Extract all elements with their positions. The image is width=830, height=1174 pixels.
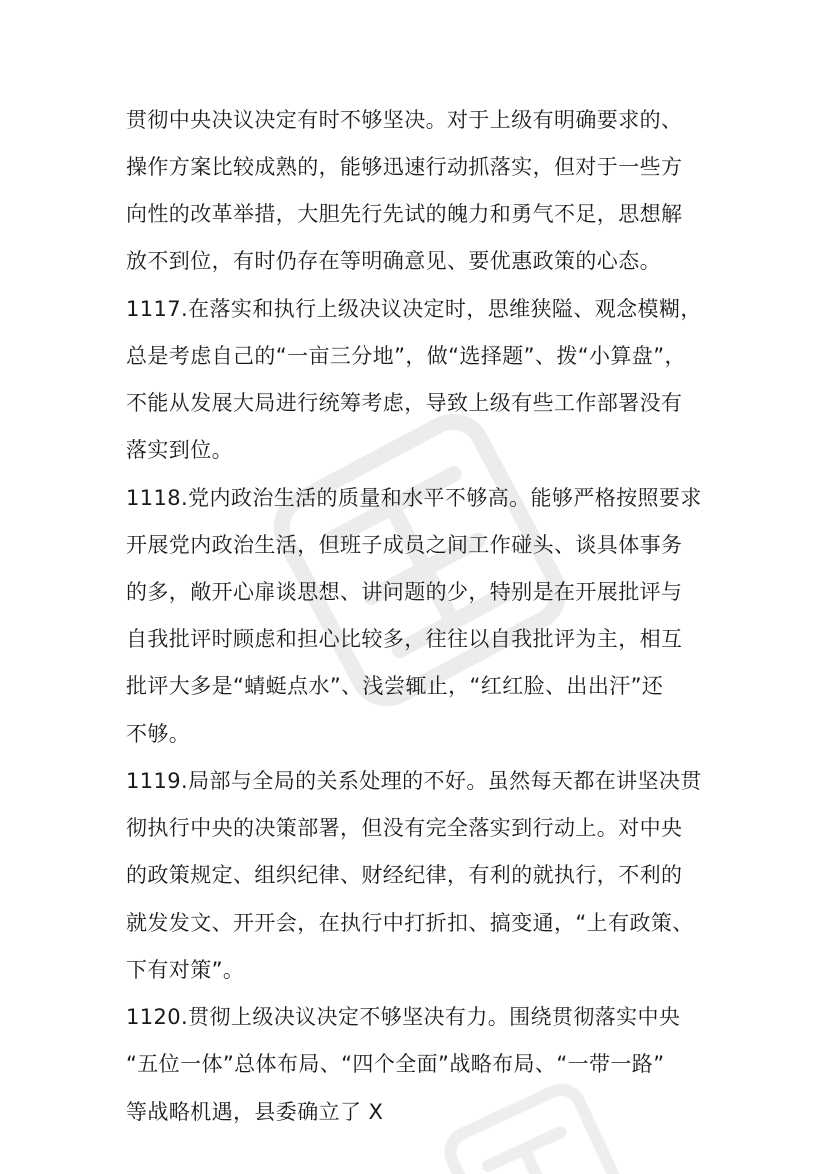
text-line: 总是考虑自己的“一亩三分地”，做“选择题”、拨“小算盘”，	[126, 344, 686, 368]
text-line: “五位一体”总体布局、“四个全面”战略布局、“一带一路”	[126, 1052, 665, 1076]
text-line: 1117.在落实和执行上级决议决定时，思维狭隘、观念模糊，	[126, 297, 702, 321]
text-line: 下有对策”。	[126, 958, 245, 982]
text-line: 等战略机遇，县委确立了 X	[126, 1100, 384, 1124]
text-line: 就发发文、开开会，在执行中打折扣、搞变通，“上有政策、	[126, 911, 694, 935]
text-line: 的多，敞开心扉谈思想、讲问题的少，特别是在开展批评与	[126, 580, 683, 604]
text-line: 1120.贯彻上级决议决定不够坚决有力。围绕贯彻落实中央	[126, 1005, 681, 1029]
text-line: 1119.局部与全局的关系处理的不好。虽然每天都在讲坚决贯	[126, 769, 702, 793]
text-line: 不能从发展大局进行统筹考虑，导致上级有些工作部署没有	[126, 391, 683, 415]
text-line: 不够。	[126, 722, 191, 746]
text-line: 彻执行中央的决策部署，但没有完全落实到行动上。对中央	[126, 816, 683, 840]
text-line: 向性的改革举措，大胆先行先试的魄力和勇气不足，思想解	[126, 202, 683, 226]
text-line: 1118.党内政治生活的质量和水平不够高。能够严格按照要求	[126, 486, 702, 510]
watermark-stamp-icon-bottom	[420, 1080, 620, 1174]
text-line: 操作方案比较成熟的，能够迅速行动抓落实，但对于一些方	[126, 155, 683, 179]
text-line: 自我批评时顾虑和担心比较多，往往以自我批评为主，相互	[126, 627, 683, 651]
text-line: 的政策规定、组织纪律、财经纪律，有利的就执行，不利的	[126, 863, 683, 887]
text-line: 落实到位。	[126, 438, 233, 462]
text-line: 开展党内政治生活，但班子成员之间工作碰头、谈具体事务	[126, 533, 683, 557]
text-line: 放不到位，有时仍存在等明确意见、要优惠政策的心态。	[126, 249, 661, 273]
text-line: 批评大多是“蜻蜓点水”、浅尝辄止，“红红脸、出出汗”还	[126, 674, 664, 698]
text-line: 贯彻中央决议决定有时不够坚决。对于上级有明确要求的、	[126, 108, 683, 132]
